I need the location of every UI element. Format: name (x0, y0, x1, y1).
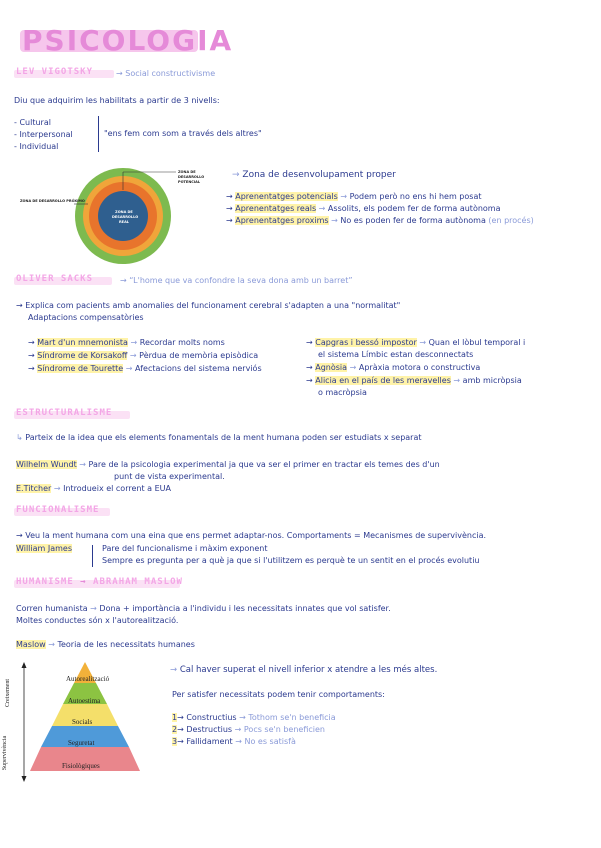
pyramid-axis-top: Creixement (5, 679, 11, 707)
james-line-1: Pare del funcionalisme i màxim exponent (102, 544, 268, 553)
vigotsky-level-3: - Individual (14, 142, 59, 151)
pyramid-label-3: Socials (72, 718, 93, 726)
pyramid-axis-bottom: Supervivència (2, 735, 9, 771)
maslow-row: Maslow → Teoria de les necessitats humanes (16, 640, 195, 649)
sacks-left-3: → Síndrome de Tourette → Afectacions del sistema nerviós (28, 364, 262, 373)
sacks-right-4: → Alicia en el país de les meravelles → amb micròpsia (306, 376, 522, 385)
james-row: William James (16, 544, 73, 553)
james-line-2: Sempre es pregunta per a què ja que si l'utilitzem es perquè te un sentit en el procés evolutiu (102, 556, 480, 565)
zpd-row-2: → Aprenentatges reals → Assolits, els podem fer de forma autònoma (226, 204, 501, 213)
zpd-row-1: → Aprenentatges potencials → Podem però no ens hi hem posat (226, 192, 482, 201)
james-bracket (92, 545, 93, 567)
pyramid-label-5: Fisiològiques (62, 762, 100, 770)
vigotsky-intro: Diu que adquirim les habilitats a partir de 3 nivells: (14, 96, 220, 105)
sacks-tag: → “L'home que va confondre la seva dona amb un barret” (120, 276, 353, 285)
wundt-row-2: punt de vista experimental. (114, 472, 225, 481)
sacks-right-3: → Agnòsia → Apràxia motora o constructiva (306, 363, 481, 372)
vigotsky-level-2: - Interpersonal (14, 130, 73, 139)
vigotsky-tag: → Social constructivisme (116, 69, 216, 78)
wundt-row: Wilhelm Wundt → Pare de la psicologia experimental ja que va ser el primer en tractar els temes des d'un (16, 460, 440, 469)
sacks-right-1: → Capgras i bessó impostor → Quan el lòbul temporal i (306, 338, 526, 347)
estruct-line-1: ↳ Parteix de la idea que els elements fonamentals de la ment humana poden ser estudiats x separat (16, 433, 422, 442)
zpd-row-3: → Aprenentatges proxims → No es poden fer de forma autònoma (en procés) (226, 216, 534, 225)
titcher-row: E.Titcher → Introdueix el corrent a EUA (16, 484, 171, 493)
section-header-vigotsky: LEV VIGOTSKY (16, 67, 94, 77)
zpd-label-center: ZONA DE DESARROLLO REAL (112, 210, 139, 224)
section-header-funcionalisme: FUNCIONALISME (16, 505, 100, 515)
zpd-label-right: ZONA DE DESARROLLO POTENCIAL (178, 170, 205, 184)
pyramid-label-4: Seguretat (68, 739, 95, 747)
behaviour-row-3: 3→ Fallidament → No es satisfà (172, 737, 296, 746)
page-title: PSICOLOGIA (22, 24, 234, 57)
human-line-1: Corren humanista → Dona + importància a l'individu i les necessitats innates que vol satisfer. (16, 604, 391, 613)
section-header-humanisme: HUMANISME → ABRAHAM MASLOW (16, 577, 183, 587)
maslow-point-2: Per satisfer necessitats podem tenir comportaments: (172, 690, 385, 699)
sacks-right-5: o macròpsia (318, 388, 367, 397)
vigotsky-level-1: - Cultural (14, 118, 51, 127)
sacks-line-1: → Explica com pacients amb anomalies del funcionament cerebral s'adapten a una "normalitat" (16, 301, 401, 310)
behaviour-row-1: 1→ Constructius → Tothom se'n beneficia (172, 713, 336, 722)
zpd-label-left: ZONA DE DESARROLLO PRÓXIMO (20, 199, 85, 203)
zpd-title: → Zona de desenvolupament proper (232, 170, 396, 180)
sacks-right-2: el sistema Límbic estan desconnectats (318, 350, 474, 359)
pyramid-label-1: Autorealització (66, 675, 110, 683)
func-line-1: → Veu la ment humana com una eina que ens permet adaptar-nos. Comportaments = Mecanismes de supervivència. (16, 531, 487, 540)
sacks-line-2: Adaptacions compensatòries (28, 313, 144, 322)
levels-bracket (98, 116, 99, 152)
pyramid-label-2: Autoestima (68, 697, 101, 705)
section-header-estructuralisme: ESTRUCTURALISME (16, 408, 113, 418)
maslow-point-1: → Cal haver superat el nivell inferior x atendre a les més altes. (170, 665, 438, 675)
human-line-2: Moltes conductes són x l'autorealització. (16, 616, 179, 625)
sacks-left-1: → Mart d'un mnemonista → Recordar molts noms (28, 338, 225, 347)
vigotsky-quote: "ens fem com som a través dels altres" (104, 129, 262, 138)
sacks-left-2: → Síndrome de Korsakoff → Pèrdua de memòria episòdica (28, 351, 259, 360)
section-header-sacks: OLIVER SACKS (16, 274, 94, 284)
behaviour-row-2: 2→ Destructius → Pocs se'n beneficien (172, 725, 325, 734)
